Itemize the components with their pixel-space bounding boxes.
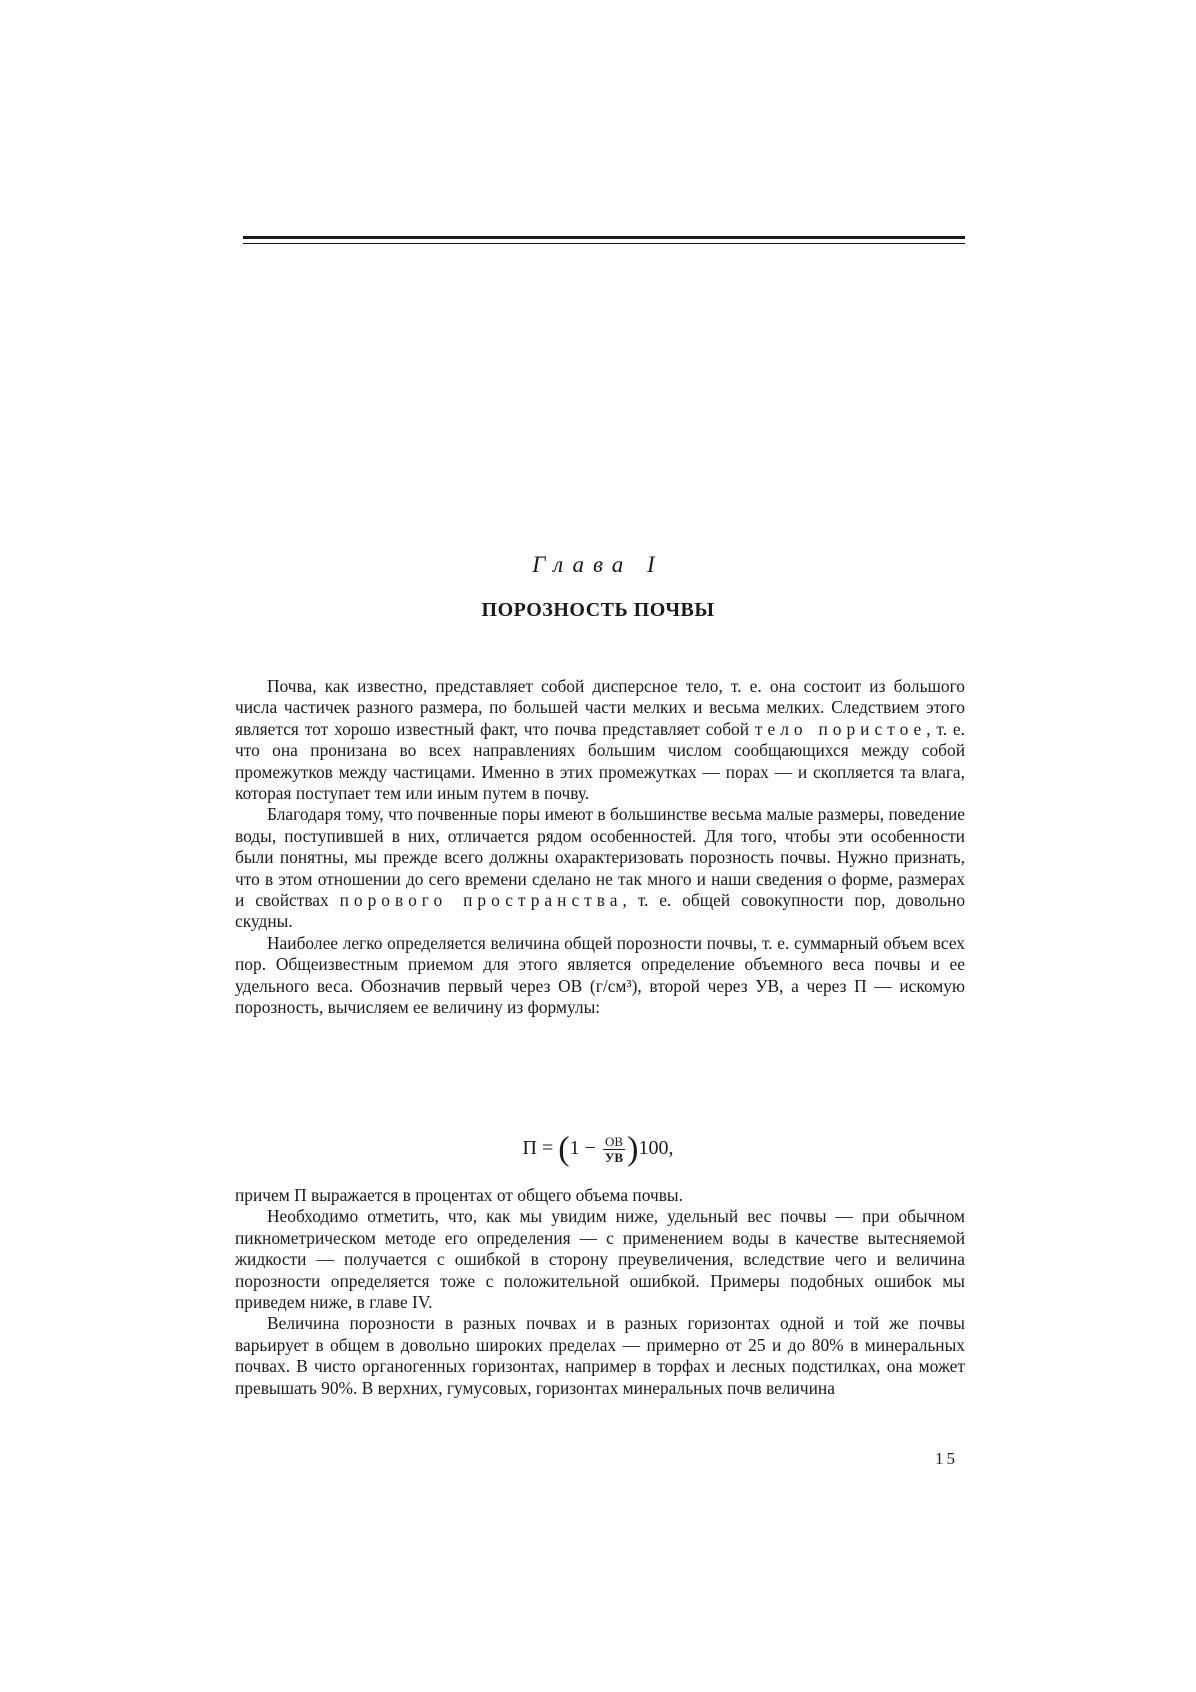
formula-open-paren: (	[558, 1130, 570, 1168]
paragraph-5: Необходимо отметить, что, как мы увидим ниже, удельный вес почвы — при обычном пикнометрическом методе его определения — с применением воды в качестве вытесняемой жидкости — получается с ошибкой в сторону преувеличения, вследствие чего и величина порозности определяется тоже с положительной ошибкой. Примеры подобных ошибок мы приведем ниже, в главе IV.	[235, 1206, 965, 1313]
porosity-formula	[0, 1128, 1196, 1168]
header-rule-thick	[243, 236, 965, 239]
formula-fraction	[603, 1134, 625, 1165]
header-rule-thin	[243, 243, 965, 244]
paragraph-4: причем П выражается в процентах от общего объема почвы.	[235, 1185, 683, 1205]
page-number: 15	[935, 1449, 958, 1468]
paragraph-1-spaced-term: тело пористое	[754, 718, 927, 739]
paragraph-2	[235, 804, 965, 932]
paragraph-2-text-a: Благодаря тому, что почвенные поры имеют в большинстве весьма малые размеры, поведение воды, поступившей в них, отличается рядом особенностей. Для того, чтобы эти особенности были понятны, мы прежде всего должны охарактеризовать порозность почвы. Нужно признать, что в этом отношении до сего времени сделано не так много и наши сведения о форме, размерах и свойствах	[235, 804, 965, 911]
paragraph-3: Наиболее легко определяется величина общей порозности почвы, т. е. суммарный объем всех пор. Общеизвестным приемом для этого является определение объемного веса почвы и ее удельного веса. Обозначив первый через ОВ (г/см³), второй через УВ, а через П — искомую порозность, вычисляем ее величину из формулы:	[235, 932, 965, 1018]
formula-numerator: ОВ	[603, 1134, 625, 1150]
paragraph-2-text-b: , т. е. общей совокупности пор, довольно скудны.	[235, 890, 966, 932]
paragraph-1	[235, 676, 965, 804]
paragraph-1-text-b: , т. е. что она пронизана во всех направлениях большим числом сообщающихся между собой промежутков между частицами. Именно в этих промежутках — порах — и скопляется та влага, которая поступает тем или иным путем в почву.	[235, 718, 965, 804]
paragraph-2-spaced-term: порового пространства	[339, 890, 623, 911]
formula-denominator: УВ	[604, 1149, 624, 1165]
paragraph-6: Величина порозности в разных почвах и в разных горизонтах одной и той же почвы варьирует в общем в довольно широких пределах — примерно от 25 и до 80% в минеральных почвах. В чисто органогенных горизонтах, например в торфах и лесных подстилках, она может превышать 90%. В верхних, гумусовых, горизонтах минеральных почв величина	[235, 1313, 965, 1398]
paragraph-1-text-a: Почва, как известно, представляет собой дисперсное тело, т. е. она состоит из большого числа частичек разного размера, по большей части мелких и весьма мелких. Следствием этого является тот хорошо известный факт, что почва представляет собой	[235, 676, 965, 739]
formula-lhs: П =	[522, 1137, 559, 1159]
chapter-label: Глава I	[532, 552, 664, 577]
formula-one: 1 −	[569, 1137, 601, 1159]
body-text-lower	[235, 1185, 965, 1399]
formula-close-paren: )	[627, 1130, 639, 1168]
formula-tail: 100,	[638, 1137, 674, 1159]
chapter-title: ПОРОЗНОСТЬ ПОЧВЫ	[481, 599, 715, 621]
body-text-upper	[235, 676, 965, 1019]
